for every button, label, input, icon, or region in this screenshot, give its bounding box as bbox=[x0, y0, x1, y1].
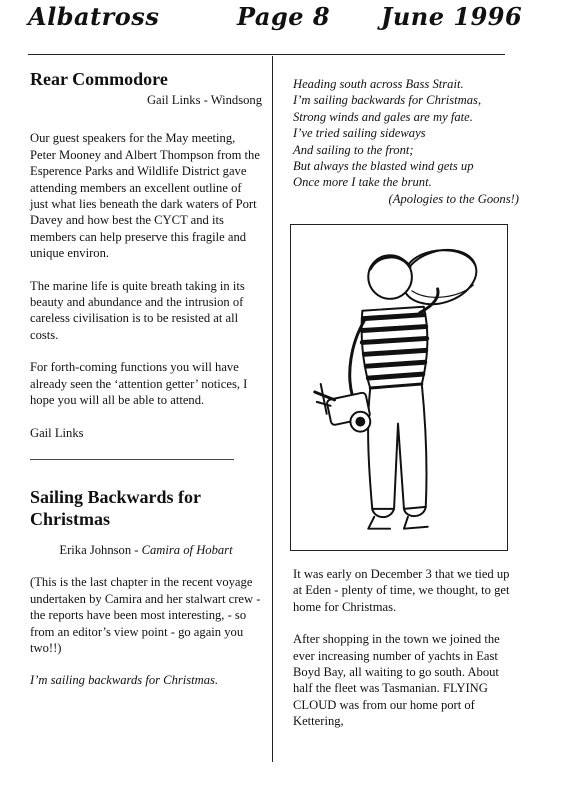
left-column bbox=[30, 68, 262, 689]
right-column bbox=[293, 76, 519, 207]
poem-credit: (Apologies to the Goons!) bbox=[388, 191, 519, 206]
article-signoff: Gail Links bbox=[30, 425, 84, 440]
section-divider bbox=[30, 459, 234, 460]
article-byline: Gail Links - Windsong bbox=[146, 93, 262, 107]
column-divider bbox=[272, 56, 273, 762]
editor-intro: (This is the last chapter in the recent voyage undertaken by Camira and her stalwart crew - the reports have been most interesting, - so from an editor’s view point - go again you two!!) bbox=[30, 575, 261, 655]
poem-line: Once more I take the brunt. bbox=[293, 175, 432, 190]
sailor-with-duffel-bag-illustration bbox=[290, 224, 508, 551]
story-continuation bbox=[293, 566, 519, 730]
article-paragraph: Our guest speakers for the May meeting, Peter Mooney and Albert Thompson from the Esperence Parks and Wildlife District gave attending members an excellent outline of just what lies beneath the dark waters of Port Davey and how best the CYCT and its members can help preserve this fragile and unique environ. bbox=[30, 131, 260, 261]
masthead bbox=[0, 0, 564, 48]
article-paragraph: The marine life is quite breath taking in its beauty and abundance and the intrusion of careless civilisation is to be resisted at all costs. bbox=[30, 278, 245, 342]
poem bbox=[293, 76, 519, 207]
masthead-rule bbox=[28, 54, 505, 55]
article-heading-rear-commodore: Rear Commodore bbox=[30, 69, 168, 89]
poem-line: But always the blasted wind gets up bbox=[293, 159, 474, 174]
poem-line: I’m sailing backwards for Christmas, bbox=[293, 93, 482, 108]
story-paragraph: It was early on December 3 that we tied up at Eden - plenty of time, we thought, to get home for Christmas. bbox=[293, 567, 510, 614]
story-paragraph: After shopping in the town we joined the ever increasing number of yachts in East Boyd Bay, all waiting to go south. About half the fleet was Tasmanian. FLYING CLOUD was from our home port of Kettering, bbox=[293, 632, 500, 729]
newsletter-title: Albatross bbox=[28, 2, 160, 31]
article-byline bbox=[30, 542, 262, 558]
poem-line: And sailing to the front; bbox=[293, 142, 414, 157]
issue-date: June 1996 bbox=[381, 2, 523, 31]
poem-line: Strong winds and gales are my fate. bbox=[293, 109, 473, 124]
page-number: Page 8 bbox=[237, 2, 331, 31]
byline-boat: Camira of Hobart bbox=[141, 542, 233, 557]
poem-line: I’ve tried sailing sideways bbox=[293, 126, 426, 141]
poem-line: Heading south across Bass Strait. bbox=[293, 77, 464, 91]
byline-author: Erika Johnson - bbox=[59, 542, 142, 557]
article-heading-sailing-backwards: Sailing Backwards for Christmas bbox=[30, 486, 201, 529]
article-paragraph: For forth-coming functions you will have already seen the ‘attention getter’ notices, I hope you will all be able to attend. bbox=[30, 360, 248, 408]
poem-first-line: I’m sailing backwards for Christmas. bbox=[30, 673, 219, 688]
